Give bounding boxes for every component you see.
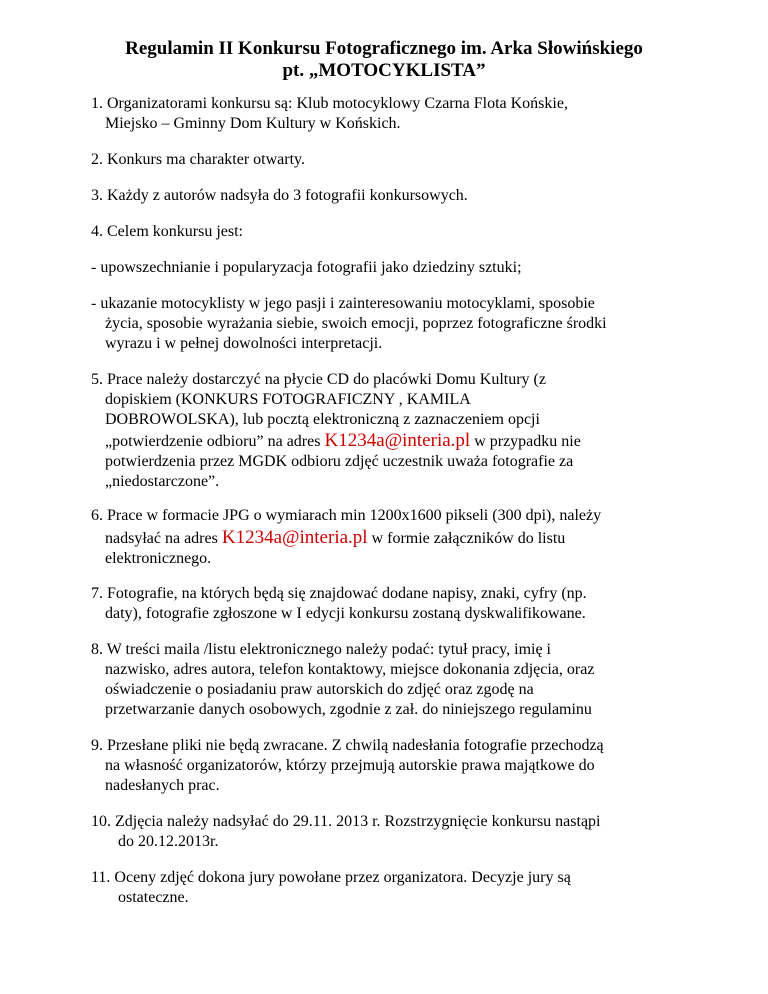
rule-line: potwierdzenia przez MGDK odbioru zdjęć uczestnik uważa fotografie za: [105, 453, 574, 470]
rule-line: 5. Prace należy dostarczyć na płycie CD do placówki Domu Kultury (z: [91, 371, 546, 388]
rule-line: [105, 528, 565, 549]
email-link[interactable]: K1234a@interia.pl: [221, 527, 368, 548]
rule-text: „potwierdzenie odbioru” na adres: [105, 433, 325, 450]
rule-line: „niedostarczone”.: [105, 473, 220, 490]
rule-line: przetwarzanie danych osobowych, zgodnie z zał. do niniejszego regulaminu: [105, 701, 592, 718]
rule-line: 10. Zdjęcia należy nadsyłać do 29.11. 2013 r. Rozstrzygnięcie konkursu nastąpi: [91, 813, 601, 830]
rule-text: w przypadku nie: [470, 433, 581, 450]
rule-line: [105, 431, 581, 452]
rule-line: nazwisko, adres autora, telefon kontaktowy, miejsce dokonania zdjęcia, oraz: [105, 661, 595, 678]
rule-line: życia, sposobie wyrażania siebie, swoich emocji, poprzez fotograficzne środki: [105, 315, 607, 332]
rule-line: nadesłanych prac.: [105, 777, 220, 794]
rule-line: oświadczenie o posiadaniu praw autorskich do zdjęć oraz zgodę na: [105, 681, 534, 698]
rule-line: 8. W treści maila /listu elektronicznego należy podać: tytuł pracy, imię i: [91, 641, 551, 658]
rule-line: 11. Oceny zdjęć dokona jury powołane przez organizatora. Decyzje jury są: [91, 869, 571, 886]
rule-line: - ukazanie motocyklisty w jego pasji i zainteresowaniu motocyklami, sposobie: [91, 295, 595, 312]
goal-bullet-1: - upowszechnianie i popularyzacja fotografii jako dziedziny sztuki;: [91, 259, 522, 276]
rule-line: Miejsko – Gminny Dom Kultury w Końskich.: [105, 115, 401, 132]
rule-line: na własność organizatorów, którzy przejmują autorskie prawa majątkowe do: [105, 757, 595, 774]
rule-4: 4. Celem konkursu jest:: [91, 223, 243, 240]
rule-line: daty), fotografie zgłoszone w I edycji konkursu zostaną dyskwalifikowane.: [105, 605, 586, 622]
rule-line: DOBROWOLSKA), lub pocztą elektroniczną z zaznaczeniem opcji: [105, 411, 540, 428]
rule-line: elektronicznego.: [105, 550, 212, 567]
rule-line: 9. Przesłane pliki nie będą zwracane. Z chwilą nadesłania fotografie przechodzą: [91, 737, 604, 754]
rule-line: 7. Fotografie, na których będą się znajdować dodane napisy, znaki, cyfry (np.: [91, 585, 587, 602]
document-title: Regulamin II Konkursu Fotograficznego im. Arka Słowińskiego: [125, 38, 643, 59]
rule-line: 1. Organizatorami konkursu są: Klub motocyklowy Czarna Flota Końskie,: [91, 95, 568, 112]
rule-2: 2. Konkurs ma charakter otwarty.: [91, 151, 305, 168]
rule-line: do 20.12.2013r.: [118, 833, 219, 850]
rule-line: ostateczne.: [118, 889, 189, 906]
rule-text: w formie załączników do listu: [367, 530, 566, 547]
email-link[interactable]: K1234a@interia.pl: [324, 430, 471, 451]
rule-3: 3. Każdy z autorów nadsyła do 3 fotografii konkursowych.: [91, 187, 468, 204]
rule-line: wyrazu i w pełnej dowolności interpretacji.: [105, 335, 383, 352]
rule-text: nadsyłać na adres: [105, 530, 222, 547]
rule-line: 6. Prace w formacie JPG o wymiarach min 1200x1600 pikseli (300 dpi), należy: [91, 507, 602, 524]
document-subtitle: pt. „MOTOCYKLISTA”: [282, 60, 486, 81]
rule-line: dopiskiem (KONKURS FOTOGRAFICZNY , KAMILA: [105, 391, 471, 408]
